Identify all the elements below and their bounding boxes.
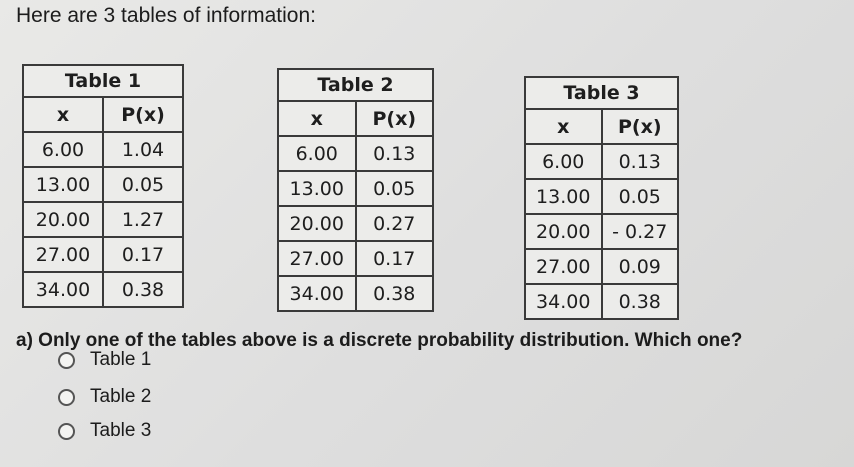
column-header-x: x — [525, 109, 602, 144]
table-title: Table 2 — [278, 69, 433, 101]
table-row — [23, 202, 183, 237]
cell-px: 0.05 — [356, 171, 434, 206]
cell-x: 20.00 — [23, 202, 103, 237]
radio-button[interactable] — [58, 423, 75, 440]
table-row — [278, 171, 433, 206]
cell-px: 0.38 — [103, 272, 183, 307]
table-2 — [277, 68, 434, 312]
option-label: Table 1 — [90, 349, 152, 370]
column-header-x: x — [23, 97, 103, 132]
option-table-3[interactable] — [58, 420, 151, 442]
table-row — [278, 276, 433, 311]
cell-x: 34.00 — [525, 284, 602, 319]
option-table-1[interactable] — [58, 349, 151, 371]
option-table-2[interactable] — [58, 386, 151, 408]
column-header-px: P(x) — [602, 109, 679, 144]
cell-x: 20.00 — [525, 214, 602, 249]
cell-px: 0.38 — [356, 276, 434, 311]
table-row — [23, 272, 183, 307]
column-header-px: P(x) — [103, 97, 183, 132]
cell-x: 34.00 — [278, 276, 356, 311]
option-label: Table 2 — [90, 386, 152, 407]
cell-x: 27.00 — [278, 241, 356, 276]
table-row — [525, 144, 678, 179]
cell-x: 6.00 — [278, 136, 356, 171]
cell-x: 6.00 — [23, 132, 103, 167]
table-row — [525, 179, 678, 214]
cell-x: 20.00 — [278, 206, 356, 241]
table-1 — [22, 64, 184, 308]
cell-x: 27.00 — [23, 237, 103, 272]
cell-px: 0.05 — [103, 167, 183, 202]
radio-button[interactable] — [58, 352, 75, 369]
table-row — [525, 214, 678, 249]
cell-px: 0.09 — [602, 249, 679, 284]
cell-x: 6.00 — [525, 144, 602, 179]
cell-px: - 0.27 — [602, 214, 679, 249]
cell-px: 0.17 — [103, 237, 183, 272]
cell-px: 0.17 — [356, 241, 434, 276]
table-title: Table 3 — [525, 77, 678, 109]
table-row — [278, 241, 433, 276]
cell-px: 0.27 — [356, 206, 434, 241]
table-row — [23, 132, 183, 167]
cell-px: 1.04 — [103, 132, 183, 167]
column-header-px: P(x) — [356, 101, 434, 136]
table-3 — [524, 76, 679, 320]
cell-px: 0.13 — [602, 144, 679, 179]
cell-px: 0.38 — [602, 284, 679, 319]
table-row — [23, 237, 183, 272]
cell-px: 1.27 — [103, 202, 183, 237]
question-text: a) Only one of the tables above is a discrete probability distribution. Which one? — [16, 330, 743, 351]
table-row — [525, 284, 678, 319]
table-row — [278, 136, 433, 171]
table-title: Table 1 — [23, 65, 183, 97]
table-row — [278, 206, 433, 241]
table-row — [525, 249, 678, 284]
cell-px: 0.05 — [602, 179, 679, 214]
cell-x: 13.00 — [525, 179, 602, 214]
cell-x: 13.00 — [278, 171, 356, 206]
cell-x: 13.00 — [23, 167, 103, 202]
radio-button[interactable] — [58, 389, 75, 406]
table-row — [23, 167, 183, 202]
column-header-x: x — [278, 101, 356, 136]
cell-px: 0.13 — [356, 136, 434, 171]
intro-text: Here are 3 tables of information: — [16, 4, 316, 27]
cell-x: 34.00 — [23, 272, 103, 307]
option-label: Table 3 — [90, 420, 152, 441]
cell-x: 27.00 — [525, 249, 602, 284]
